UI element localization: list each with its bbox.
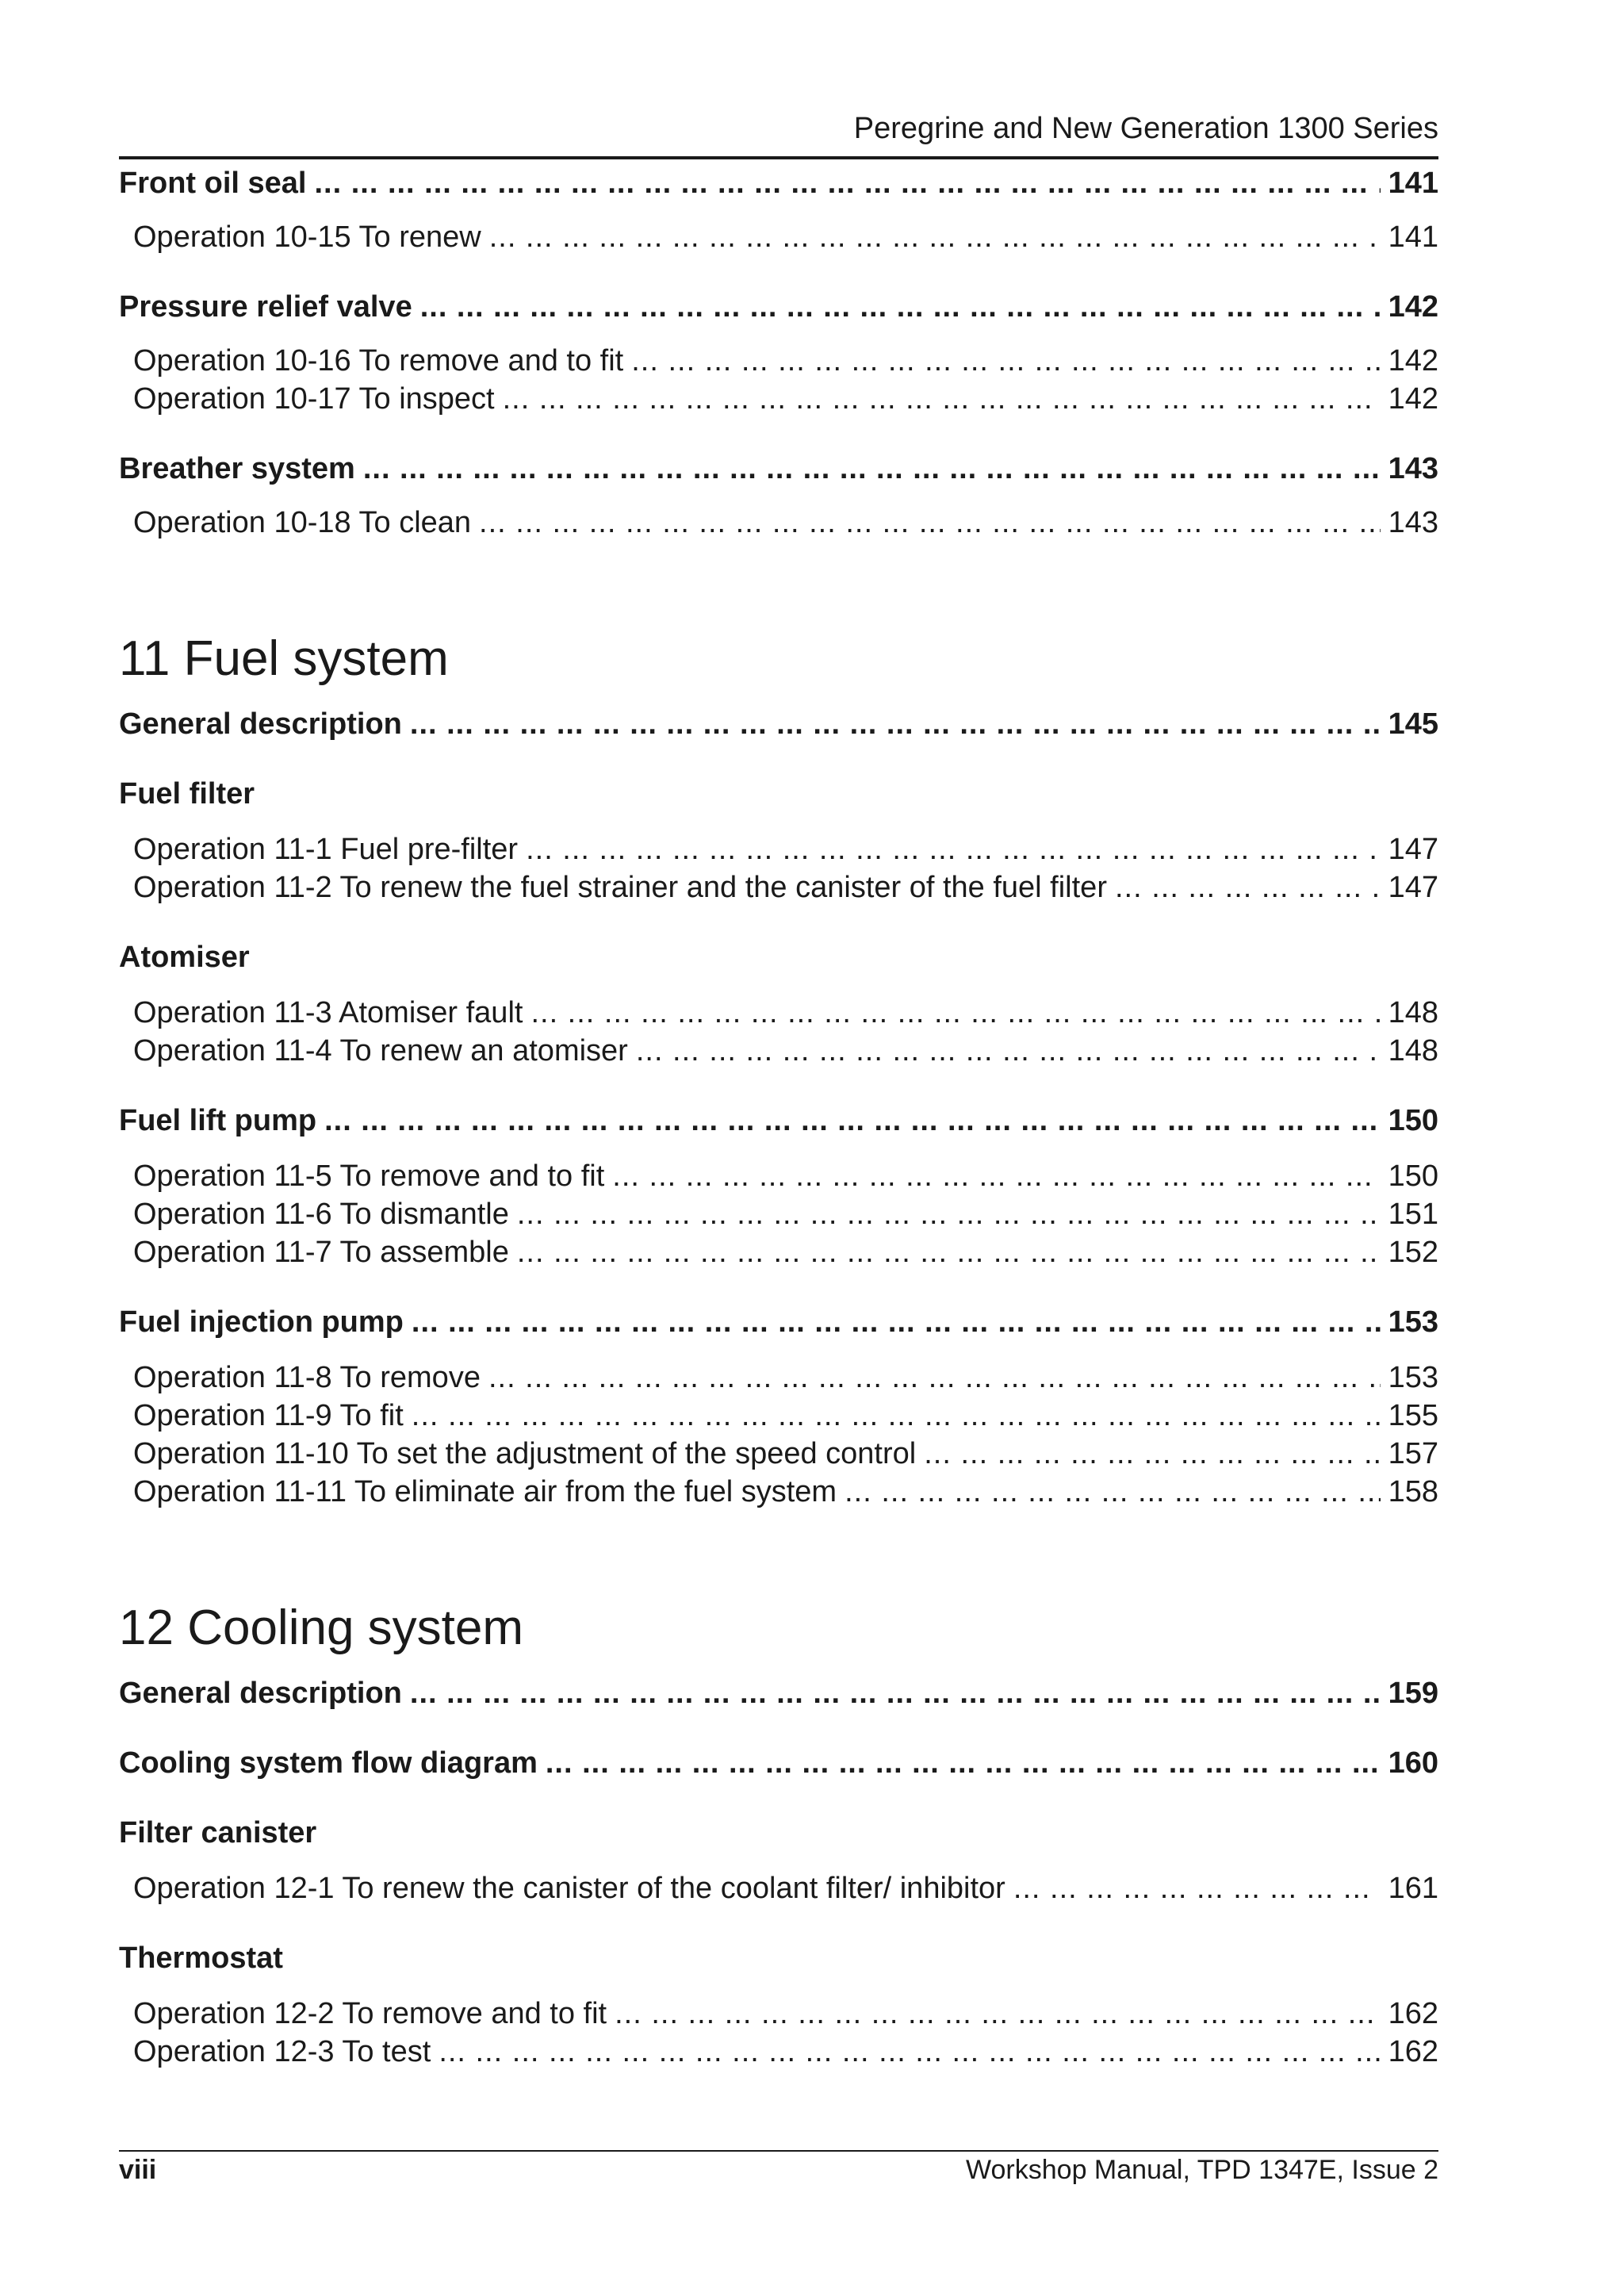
toc-entry-front-oil-seal[interactable] [119,164,1438,202]
toc-entry-page: 148 [1388,996,1438,1029]
toc-entry-page: 161 [1388,1872,1438,1905]
toc-entry-title: Operation 12-2 To remove and to fit [133,1997,607,2030]
toc-entry-title: Operation 11-6 To dismantle [133,1198,509,1231]
header-rule [119,156,1438,159]
toc-entry-op-11-1[interactable] [119,830,1438,868]
footer-page-number: viii [119,2155,157,2185]
toc-entry-title: Pressure relief valve [119,290,412,324]
section-heading-atomiser: Atomiser [119,941,250,974]
chapter-title-12: 12 Cooling system [119,1600,524,1655]
dot-leader [636,1032,1381,1070]
toc-entry-title: Operation 11-3 Atomiser fault [133,996,523,1029]
dot-leader [324,1102,1381,1140]
dot-leader [924,1435,1380,1473]
dot-leader [420,288,1381,326]
toc-entry-page: 145 [1388,707,1438,741]
dot-leader [530,994,1380,1032]
section-heading-fuel-filter: Fuel filter [119,777,255,811]
toc-entry-page: 162 [1388,1997,1438,2030]
toc-entry-title: Operation 10-18 To clean [133,506,472,539]
toc-entry-page: 160 [1388,1746,1438,1780]
dot-leader [363,450,1381,488]
toc-entry-op-12-1[interactable] [119,1869,1438,1907]
toc-entry-page: 142 [1388,382,1438,416]
toc-entry-op-10-17[interactable] [119,380,1438,418]
dot-leader [1013,1869,1381,1907]
toc-entry-op-11-6[interactable] [119,1195,1438,1233]
toc-entry-general-description-11[interactable] [119,705,1438,743]
toc-entry-page: 158 [1388,1475,1438,1508]
toc-entry-title: Operation 11-2 To renew the fuel strainer and the canister of the fuel filter [133,871,1107,904]
toc-entry-op-11-10[interactable] [119,1435,1438,1473]
toc-entry-title: General description [119,1677,402,1710]
toc-entry-op-10-18[interactable] [119,504,1438,542]
toc-entry-general-description-12[interactable] [119,1674,1438,1712]
toc-entry-fuel-lift-pump[interactable] [119,1102,1438,1140]
dot-leader [488,1359,1381,1397]
dot-leader [439,2033,1380,2071]
dot-leader [410,1674,1381,1712]
toc-entry-op-11-5[interactable] [119,1157,1438,1195]
dot-leader [845,1473,1381,1511]
toc-entry-op-12-2[interactable] [119,1995,1438,2033]
toc-entry-op-11-8[interactable] [119,1359,1438,1397]
toc-entry-title: Operation 11-8 To remove [133,1361,481,1394]
section-heading-filter-canister: Filter canister [119,1816,317,1849]
toc-entry-page: 147 [1388,833,1438,866]
dot-leader [412,1303,1381,1341]
dot-leader [314,164,1380,202]
toc-entry-title: Operation 11-9 To fit [133,1399,404,1432]
dot-leader [526,830,1381,868]
toc-entry-op-10-15[interactable] [119,218,1438,256]
dot-leader [631,342,1380,380]
dot-leader [517,1233,1381,1271]
toc-entry-op-11-9[interactable] [119,1397,1438,1435]
toc-entry-title: Front oil seal [119,167,307,200]
toc-entry-fuel-injection-pump[interactable] [119,1303,1438,1341]
toc-entry-page: 153 [1388,1361,1438,1394]
toc-entry-title: Operation 11-10 To set the adjustment of the speed control [133,1437,917,1470]
toc-entry-page: 147 [1388,871,1438,904]
toc-entry-title: Operation 11-5 To remove and to fit [133,1159,605,1193]
document-page [119,0,1438,2296]
toc-entry-page: 151 [1388,1198,1438,1231]
toc-entry-title: Operation 11-1 Fuel pre-filter [133,833,519,866]
toc-entry-breather-system[interactable] [119,450,1438,488]
toc-entry-page: 148 [1388,1034,1438,1068]
toc-entry-title: Fuel injection pump [119,1305,404,1339]
toc-entry-page: 141 [1388,220,1438,254]
toc-entry-page: 150 [1388,1104,1438,1137]
toc-entry-op-11-11[interactable] [119,1473,1438,1511]
toc-entry-page: 153 [1388,1305,1438,1339]
dot-leader [479,504,1381,542]
toc-entry-title: Operation 12-1 To renew the canister of the coolant filter/ inhibitor [133,1872,1005,1905]
footer-rule [119,2150,1438,2152]
dot-leader [1115,868,1381,907]
section-heading-thermostat: Thermostat [119,1941,283,1975]
toc-entry-op-10-16[interactable] [119,342,1438,380]
toc-entry-page: 162 [1388,2035,1438,2068]
dot-leader [615,1995,1381,2033]
chapter-title-11: 11 Fuel system [119,631,449,686]
toc-entry-cooling-flow-diagram[interactable] [119,1744,1438,1782]
toc-entry-title: Operation 11-11 To eliminate air from the fuel system [133,1475,837,1508]
toc-entry-page: 143 [1388,506,1438,539]
toc-entry-op-11-7[interactable] [119,1233,1438,1271]
toc-entry-title: Breather system [119,452,355,485]
dot-leader [612,1157,1380,1195]
toc-entry-title: Fuel lift pump [119,1104,317,1137]
toc-entry-page: 152 [1388,1236,1438,1269]
toc-entry-title: Operation 10-15 To renew [133,220,481,254]
toc-entry-title: General description [119,707,402,741]
toc-entry-page: 150 [1388,1159,1438,1193]
toc-entry-op-11-4[interactable] [119,1032,1438,1070]
dot-leader [517,1195,1381,1233]
toc-entry-title: Operation 10-17 To inspect [133,382,495,416]
dot-leader [412,1397,1381,1435]
dot-leader [546,1744,1381,1782]
toc-entry-page: 157 [1388,1437,1438,1470]
toc-entry-title: Operation 12-3 To test [133,2035,431,2068]
dot-leader [410,705,1381,743]
toc-entry-op-11-3[interactable] [119,994,1438,1032]
toc-entry-pressure-relief-valve[interactable] [119,288,1438,326]
toc-entry-title: Operation 10-16 To remove and to fit [133,344,624,378]
toc-entry-page: 155 [1388,1399,1438,1432]
table-of-contents [119,164,1438,2071]
toc-entry-page: 143 [1388,452,1438,485]
toc-entry-op-11-2[interactable] [119,868,1438,907]
toc-entry-page: 142 [1388,290,1438,324]
running-header: Peregrine and New Generation 1300 Series [853,112,1438,145]
dot-leader [489,218,1381,256]
toc-entry-page: 141 [1388,167,1438,200]
toc-entry-op-12-3[interactable] [119,2033,1438,2071]
toc-entry-page: 142 [1388,344,1438,378]
toc-entry-page: 159 [1388,1677,1438,1710]
dot-leader [503,380,1381,418]
toc-entry-title: Cooling system flow diagram [119,1746,538,1780]
footer-document-ref: Workshop Manual, TPD 1347E, Issue 2 [966,2155,1438,2185]
toc-entry-title: Operation 11-7 To assemble [133,1236,509,1269]
toc-entry-title: Operation 11-4 To renew an atomiser [133,1034,628,1068]
